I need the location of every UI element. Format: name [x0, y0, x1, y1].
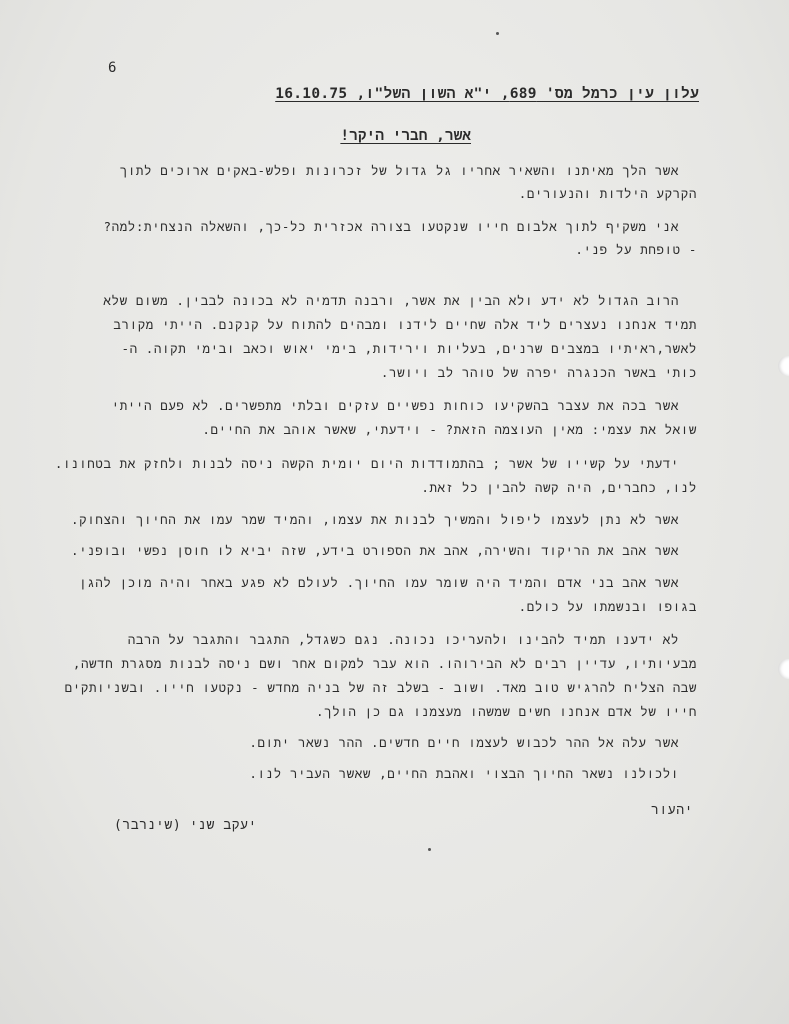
body-line: שואל את עצמי: מאין העוצמה הזאת? - וידעתי, שאשר אוהב את החיים.: [202, 422, 697, 437]
punch-hole: [778, 356, 789, 376]
body-line: הרוב הגדול לא ידע ולא הבין את אשר, ורבנה תדמיה לא בכונה לבבין. משום שלא: [103, 293, 679, 308]
body-line: אשר אהב את הריקוד והשירה, אהב את הספורט בידע, שזה יביא לו חוסן נפשי ובופני.: [70, 543, 679, 558]
body-line: אשר בכה את עצבר בהשקיעו כוחות נפשיים עזקים ובלתי מתפשרים. לא פעם הייתי: [111, 398, 679, 413]
newsletter-header: עלון עין כרמל מס' 689, י"א השון השל"ו, 16.10.75: [275, 86, 699, 102]
body-line: תמיד אנחנו נעצרים ליד אלה שחיים לידנו ומבהים להתוח על קנקנם. הייתי מקורב: [113, 317, 697, 332]
punch-hole: [778, 659, 789, 679]
body-line: אשר לא נתן לעצמו ליפול והמשיך לבנות את עצמו, והמיד שמר עמו את החיוך והצחוק.: [71, 512, 679, 527]
page-number: 6: [108, 60, 117, 76]
body-line: מבעיותיו, עדיין רבים לא הבירוהו. הוא עבר למקום אחר ושם ניסה לבנות מסגרת חדשה,: [72, 656, 697, 671]
body-line: אשר עלה אל ההר לכבוש לעצמו חיים חדשים. ההר נשאר יתום.: [249, 735, 679, 750]
body-line: ולכולנו נשאר החיוך הבצוי ואהבת החיים, שאשר העביר לנו.: [249, 766, 679, 781]
paper-speck: [428, 848, 431, 851]
letter-title: אשר, חברי היקר!: [340, 128, 471, 144]
body-line: בגופו ובנשמתו על כולם.: [518, 599, 697, 614]
body-line: אני משקיף לתוך אלבום חייו שנקטעו בצורה אכזרית כל-כך, והשאלה הנצחית:למה?: [103, 219, 679, 234]
body-line: לא ידענו תמיד להבינו ולהעריכו נכונה. נגם כשגדל, התגבר והתגבר על הרבה: [127, 632, 679, 647]
body-line: ידעתי על קשייו של אשר ; בהתמודדות היום יומית הקשה ניסה לבנות ולחזק את בטחונו.: [54, 456, 679, 471]
body-line: אשר אהב בני אדם והמיד היה שומר עמו החיוך. לעולם לא פגע באחר והיה מוכן להגן: [79, 575, 679, 590]
body-line: הקרקע הילדות והנעורים.: [518, 186, 697, 201]
signature: יעקב שני (שינרבר): [114, 818, 257, 833]
body-line: כותי באשר הכנגרה יפרה של טוהר לב ויושר.: [380, 365, 697, 380]
body-line: שבה הצליח להרגיש טוב מאד. ושוב - בשלב זה של בניה מחדש - נקטעו חייו. ובשניותקים: [64, 680, 697, 695]
body-line: - טופחת על פני.: [575, 242, 697, 257]
body-line: חייו של אדם אנחנו חשים שמשהו מעצמנו גם כן הולך.: [315, 704, 697, 719]
body-line: אשר הלך מאיתנו והשאיר אחריו גל גדול של זכרונות ופלש-באקים ארוכים לתוך: [119, 163, 679, 178]
body-line: לנו, כחברים, היה קשה להבין כל זאת.: [421, 480, 697, 495]
closing-word: יהעור: [650, 803, 693, 818]
body-line: לאשר,ראיתיו במצבים שרנים, בעליות וירידות, בימי יאוש וכאב ובימי תקוה. ה-: [121, 341, 697, 356]
paper-speck: [496, 32, 499, 35]
